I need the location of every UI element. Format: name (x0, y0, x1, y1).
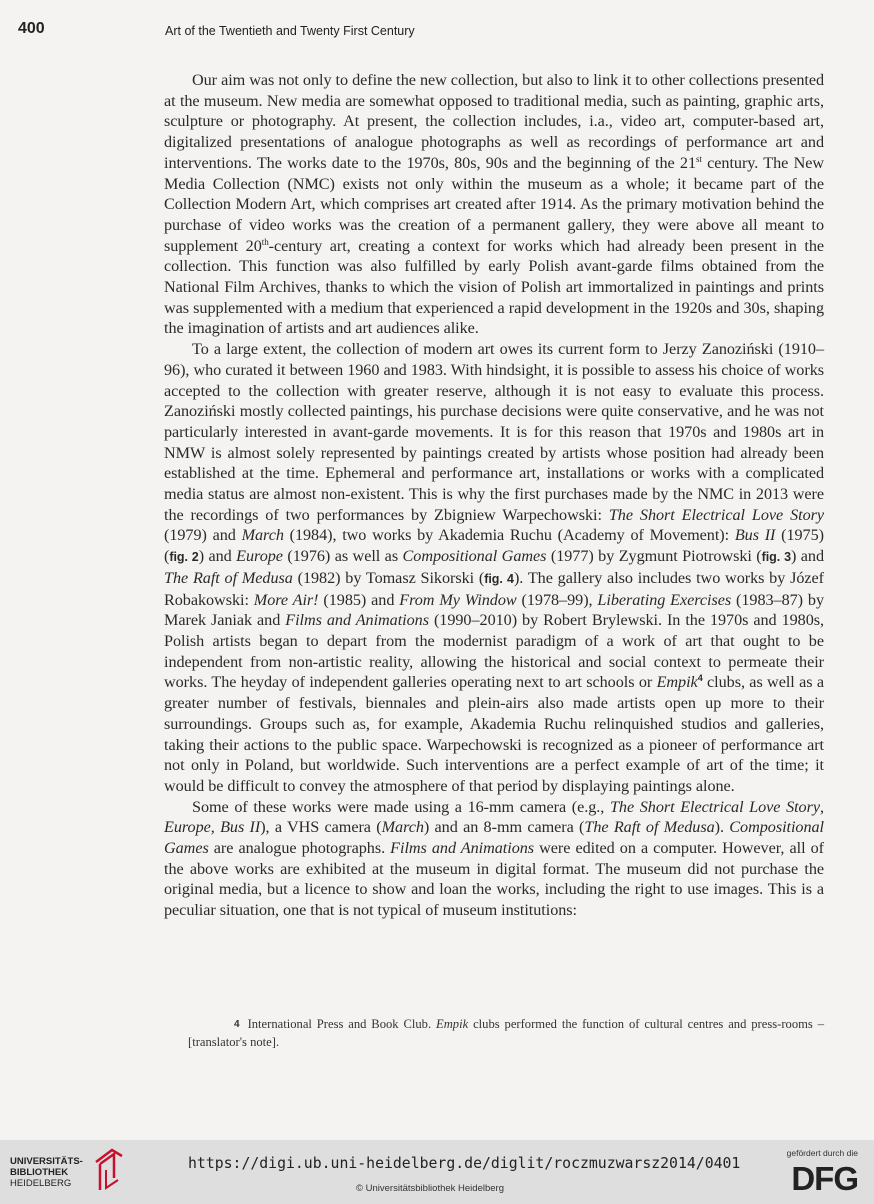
paragraph-1 (164, 70, 824, 339)
page-header (18, 18, 844, 42)
work-title: March (381, 818, 424, 837)
footnote (188, 1016, 824, 1050)
p1-text-c: -century art, creating a context for works which had already been present in the collection. This function was also fulfilled by early Polish avant-garde films obtained from the National Film Archives, thanks to which the vision of Polish art immortalized in paintings and prints was supplemented with a medium that experienced a rapid development in the 1920s and 30s, shaping the imagination of artists and art audiences alike. (164, 236, 824, 338)
p2-text: (1984), two works by Akademia Ruchu (Academy of Movement): (283, 526, 735, 545)
figure-reference[interactable]: fig. 3 (761, 550, 791, 565)
p2-text: (1979) and (164, 526, 242, 545)
paragraph-2 (164, 339, 824, 796)
p3-text: are analogue photographs. (208, 839, 391, 858)
library-name-line: HEIDELBERG (10, 1178, 72, 1189)
library-name-line: BIBLIOTHEK (10, 1167, 69, 1178)
p2-text: (1978–99), (516, 590, 598, 609)
p3-text: , (820, 797, 824, 816)
p3-text: ). (714, 818, 730, 837)
page-number: 400 (18, 20, 45, 37)
library-name (10, 1156, 83, 1189)
work-title: Films and Animations (390, 839, 535, 858)
p1-superscript-st: st (695, 153, 702, 164)
p2-text: clubs, as well as a greater number of festivals, biennales and plein-airs also made artists open up more to their surroundings. Groups such as, for example, Akademia Ruchu relinquished studios and galleries, taking their actions to the public space. Warpechowski is recognized as a pioneer of performance art not only in Poland, but worldwide. Such interventions are a perfect example of art of the time; it would be difficult to convey the atmosphere of that period by displaying paintings alone. (164, 673, 824, 795)
p3-text: were edited on a computer. However, all of the above works are exhibited at the museum in digital format. The museum did not purchase the original media, but a licence to show and loan the works, including the right to use images. This is a peculiar situation, one that is not typical of museum institutions: (164, 839, 824, 920)
p2-text: To a large extent, the collection of modern art owes its current form to Jerzy Zanoziński (1910–96), who curated it between 1960 and 1983. With hindsight, it is possible to assess his choice of works accepted to the collection with greater reserve, although it is not easy to evaluate this process. Zanoziński mostly collected paintings, his purchase decisions were quite conservative, and he was not particularly interested in avant-garde movements. It is for this reason that 1970s and 1980s art in NMW is almost solely represented by paintings created by artists whose position had already been established at the time. Ephemeral and performance art, installations or works with a complicated media status are almost non-existent. This is why the first purchases made by the NMC in 2013 were the recordings of two performances by Zbigniew Warpechowski: (164, 340, 824, 524)
p3-text: Some of these works were made using a 16-mm camera (e.g., (192, 797, 610, 816)
footer-bar (0, 1140, 874, 1204)
library-name-line: UNIVERSITÄTS- (10, 1156, 83, 1167)
work-title: The Short Electrical Love Story (609, 797, 820, 816)
p2-text: ) and (790, 547, 825, 566)
p3-text: , (210, 818, 221, 837)
library-emblem-icon (92, 1148, 124, 1192)
work-title: Liberating Exercises (597, 590, 732, 609)
work-title: Compositional Games (164, 818, 824, 858)
running-title: Art of the Twentieth and Twenty First Century (165, 24, 415, 38)
footnote-text: clubs performed the function of cultural centres and press-rooms – [translator's note]. (188, 1017, 824, 1049)
p2-text: (1977) by Zygmunt Piotrowski ( (546, 547, 762, 566)
brand-name: Empik (656, 673, 698, 692)
funder-caption: gefördert durch die (786, 1148, 858, 1158)
funder-name: DFG (791, 1161, 858, 1195)
footnote-reference[interactable]: 4 (697, 673, 703, 684)
work-title: Bus II (734, 526, 776, 545)
work-title: Compositional Games (402, 547, 547, 566)
work-title: More Air! (253, 590, 319, 609)
p1-text-a: Our aim was not only to define the new collection, but also to link it to other collections presented at the museum. New media are somewhat opposed to traditional media, such as painting, graphic arts, sculpture or photography. At present, the collection includes, i.a., video art, computer-based art, digitalized presentations of analogue photographs as well as recordings of performance art and interventions. The works date to the 1970s, 80s, 90s and the beginning of the 21 (164, 71, 824, 172)
copyright-notice: © Universitätsbibliothek Heidelberg (356, 1183, 504, 1194)
work-title: From My Window (399, 590, 517, 609)
p1-superscript-th: th (261, 236, 269, 247)
p3-text: ), a VHS camera ( (260, 818, 382, 837)
p2-text: ) and (198, 547, 237, 566)
p1-text-b: century. The New Media Collection (NMC) exists not only within the museum as a whole; it became part of the Collection Modern Art, which comprises art created after 1914. As the primary motivation behind the purchase of video works was the creation of a permanent gallery, they were above all meant to supplement 20 (164, 153, 824, 255)
funder-logo[interactable] (773, 1148, 858, 1200)
university-library-logo[interactable] (10, 1148, 125, 1196)
p3-text: ) and an 8-mm camera ( (423, 818, 585, 837)
footnote-number: 4 (234, 1019, 240, 1030)
paragraph-3 (164, 797, 824, 921)
p2-text: (1983–87) by Marek Janiak and (164, 590, 824, 630)
p2-text: (1985) and (318, 590, 400, 609)
work-title: The Raft of Medusa (164, 568, 293, 587)
work-title: Films and Animations (285, 611, 429, 630)
figure-reference[interactable]: fig. 4 (484, 571, 514, 586)
body-text (164, 70, 824, 921)
p2-text: (1982) by Tomasz Sikorski ( (292, 568, 485, 587)
dfg-logo-icon (776, 1161, 858, 1195)
work-title: The Short Electrical Love Story (608, 505, 824, 524)
p2-text: (1976) as well as (282, 547, 403, 566)
p2-text: (1990–2010) by Robert Brylewski. In the 1970s and 1980s, Polish artists began to depart from the modernist paradigm of a work of art that ought to be independent from non-artistic reality, allowing the historical and social context to permeate their works. The heyday of independent galleries operating next to art schools or (164, 611, 825, 692)
p2-text: ). The gallery also includes two works by Józef Robakowski: (164, 568, 824, 609)
work-title: Europe (164, 818, 211, 837)
work-title: March (241, 526, 284, 545)
p2-text: (1975) ( (164, 526, 824, 566)
work-title: Bus II (220, 818, 261, 837)
document-url-link[interactable]: https://digi.ub.uni-heidelberg.de/diglit/roczmuzwarsz2014/0401 (188, 1155, 741, 1172)
brand-name: Empik (436, 1017, 469, 1031)
figure-reference[interactable]: fig. 2 (169, 550, 199, 565)
work-title: Europe (236, 547, 283, 566)
footnote-text: International Press and Book Club. (247, 1017, 436, 1031)
work-title: The Raft of Medusa (584, 818, 715, 837)
